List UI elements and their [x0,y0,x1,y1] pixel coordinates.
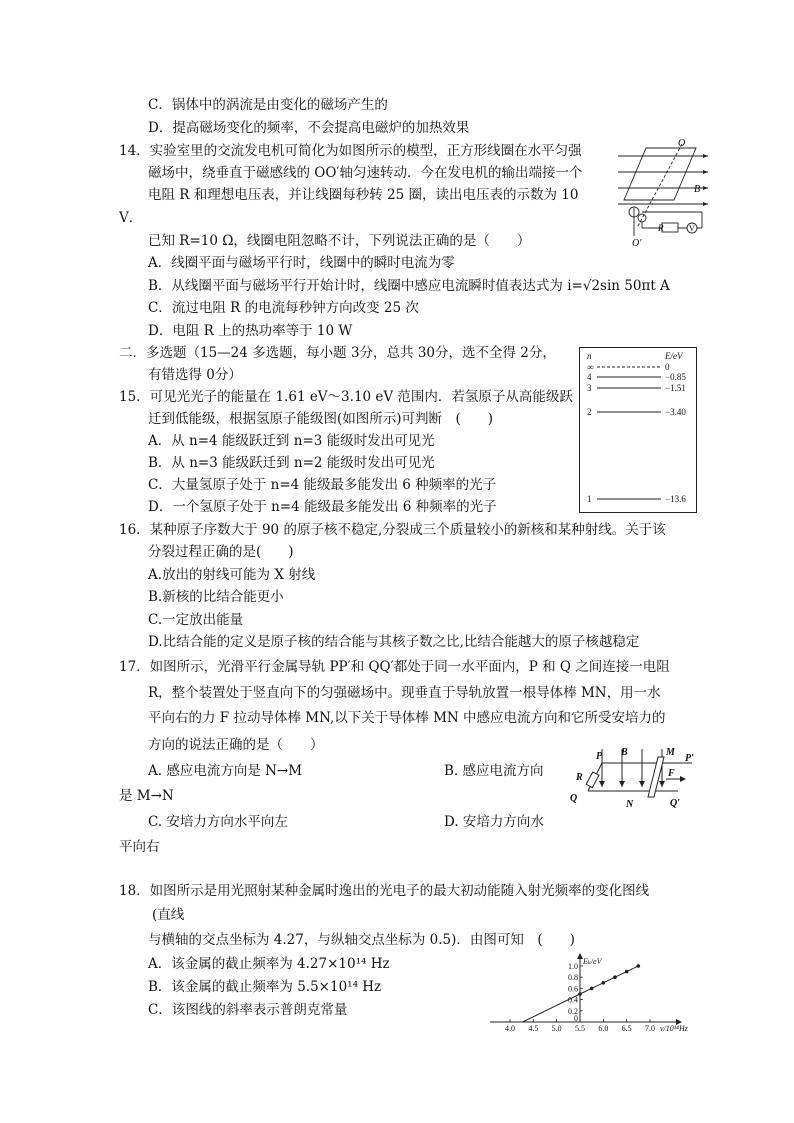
q17-option-b-cont: 是 M→N [119,788,174,804]
x-tick-label-5: 6.5 [621,1024,632,1033]
y-tick-label-1: 0.4 [568,995,578,1005]
y-tick-label-2: 0.6 [568,984,578,994]
energy-level-diagram [579,347,697,513]
section2-heading-2: 有错选得 0分） [148,367,242,383]
q16-stem-2: 分裂过程正确的是( ) [148,544,294,560]
q17-stem-4: 方向的说法正确的是（ ） [148,737,324,753]
label-q: Q [570,793,578,804]
q16-option-a: A.放出的射线可能为 X 射线 [148,567,316,583]
q16-option-d: D.比结合能的定义是原子核的结合能与其核子数之比,比结合能越大的原子核越稳定 [148,634,640,650]
x-tick-label-2: 5.0 [551,1024,562,1033]
q17-stem-1: 17．如图所示，光滑平行金属导轨 PP′和 QQ′都处于同一水平面内，P 和 Q 之间连接一电阻 [119,659,670,675]
level-1-e: −13.6 [665,494,686,504]
q14-stem-2: 磁场中，绕垂直于磁感线的 OO′轴匀速转动．今在发电机的输出端接一个 [148,165,583,181]
e-header: E/eV [665,351,683,361]
q18-stem-2: (直线 [152,907,185,923]
rail-figure [566,743,698,811]
x-tick-label-4: 6.0 [598,1024,609,1033]
level-inf-e: 0 [665,362,670,372]
q14-option-b: B．从线圈平面与磁场平行开始计时，线圈中感应电流瞬时值表达式为 i=√2sin 50πt A [148,278,670,294]
q18-stem-1: 18．如图所示是用光照射某种金属时逸出的光电子的最大初动能随入射光频率的变化图线 [119,883,650,899]
q15-stem-2: 迁到低能级，根据氢原子能级图(如图所示)可判断 ( ) [148,411,494,427]
label-m: M [666,747,675,758]
q16-option-b: B.新核的比结合能更小 [148,589,284,605]
y-axis-label: Eₖ/eV [583,957,602,966]
q17-option-d-cont: 平向右 [119,839,160,855]
label-f: F [668,768,675,779]
label-r: R [658,223,664,233]
x-axis-label: ν/10¹⁴Hz [660,1024,688,1033]
level-4-n: 4 [587,372,592,382]
label-p: P [596,751,603,762]
q14-option-c: C．流过电阻 R 的电流每秒钟方向改变 25 次 [148,300,419,316]
q16-stem-1: 16．某种原子序数大于 90 的原子核不稳定,分裂成三个质量较小的新核和某种射线。关于该 [119,522,666,538]
label-r: R [576,772,583,783]
label-o-prime: O′ [632,238,642,248]
label-b: B [694,184,701,195]
label-n: N [626,799,634,810]
data-point-4 [613,975,617,979]
x-tick-label-1: 4.5 [528,1024,539,1033]
q16-option-c: C.一定放出能量 [148,612,244,628]
section2-heading-1: 二．多选题（15—24 多选题，每小题 3分，总共 30分，选不全得 2分， [119,345,556,361]
q18-option-b: B．该金属的截止频率为 5.5×10¹⁴ Hz [148,979,382,995]
level-inf-n: ∞ [587,362,594,372]
data-point-3 [602,981,606,985]
level-2-n: 2 [587,407,592,417]
q18-option-a: A．该金属的截止频率为 4.27×10¹⁴ Hz [148,956,390,972]
q17-stem-2: R，整个装置处于竖直向下的匀强磁场中。现垂直于导轨放置一根导体棒 MN，用一水 [148,685,661,701]
y-tick-label-3: 0.8 [568,973,578,983]
data-point-5 [625,970,629,974]
q14-stem-5: 已知 R=10 Ω，线圈电阻忽略不计，下列说法正确的是（ ） [148,233,531,249]
x-tick-label-6: 7.0 [645,1024,655,1033]
q17-option-c: C. 安培力方向水平向左 [148,814,288,830]
label-q-prime: Q′ [670,798,681,809]
x-tick-label-0: 4.0 [505,1024,515,1033]
q18-option-c: C．该图线的斜率表示普朗克常量 [148,1002,348,1018]
q15-stem-1: 15．可见光光子的能量在 1.61 eV～3.10 eV 范围内．若氢原子从高能级跃 [119,389,573,405]
y-tick-label-0: 0.2 [568,1006,578,1016]
q15-option-d: D．一个氢原子处于 n=4 能级最多能发出 6 种频率的光子 [148,499,497,515]
level-1-n: 1 [587,494,592,504]
q14-option-a: A．线圈平面与磁场平行时，线圈中的瞬时电流为零 [148,255,455,271]
data-point-2 [590,987,594,991]
q14-option-d: D．电阻 R 上的热功率等于 10 W [148,323,353,339]
q14-stem-1: 14．实验室里的交流发电机可简化为如图所示的模型，正方形线圈在水平匀强 [119,143,582,159]
q14-stem-3: 电阻 R 和理想电压表，并让线圈每秒转 25 圈，读出电压表的示数为 10 [148,187,579,203]
label-p-prime: P′ [685,753,694,764]
q17-option-b: B. 感应电流方向 [444,763,544,779]
q15-option-b: B．从 n=3 能级跃迁到 n=2 能级时发出可见光 [148,455,435,471]
x-tick-label-3: 5.5 [575,1024,585,1033]
y-tick-label-4: 1.0 [568,962,578,971]
q13-option-c: C．锅体中的涡流是由变化的磁场产生的 [148,97,388,113]
origin-label: 0 [574,1014,578,1023]
photoelectric-chart [490,952,702,1034]
data-point-1 [578,992,582,996]
label-o: O [678,138,686,149]
level-3-e: −1.51 [665,383,686,393]
level-2-e: −3.40 [665,407,686,417]
q13-option-d: D．提高磁场变化的频率，不会提高电磁炉的加热效果 [148,120,470,136]
level-4-e: −0.85 [665,372,686,382]
q18-stem-3: 与横轴的交点坐标为 4.27，与纵轴交点坐标为 0.5)．由图可知 ( ) [148,932,575,948]
q15-option-a: A．从 n=4 能级跃迁到 n=3 能级时发出可见光 [148,433,435,449]
q15-option-c: C．大量氢原子处于 n=4 能级最多能发出 6 种频率的光子 [148,477,497,493]
q17-stem-3: 平向右的力 F 拉动导体棒 MN,以下关于导体棒 MN 中感应电流方向和它所受安培力的 [148,710,666,726]
q17-option-d: D. 安培力方向水 [444,814,544,830]
generator-figure [612,136,712,248]
q14-stem-4: V． [119,210,143,226]
label-b: B [621,747,628,758]
q17-option-a: A. 感应电流方向是 N→M [148,763,303,779]
level-3-n: 3 [587,383,592,393]
data-point-6 [637,964,641,968]
n-header: n [587,351,592,361]
label-v: V [689,224,695,233]
